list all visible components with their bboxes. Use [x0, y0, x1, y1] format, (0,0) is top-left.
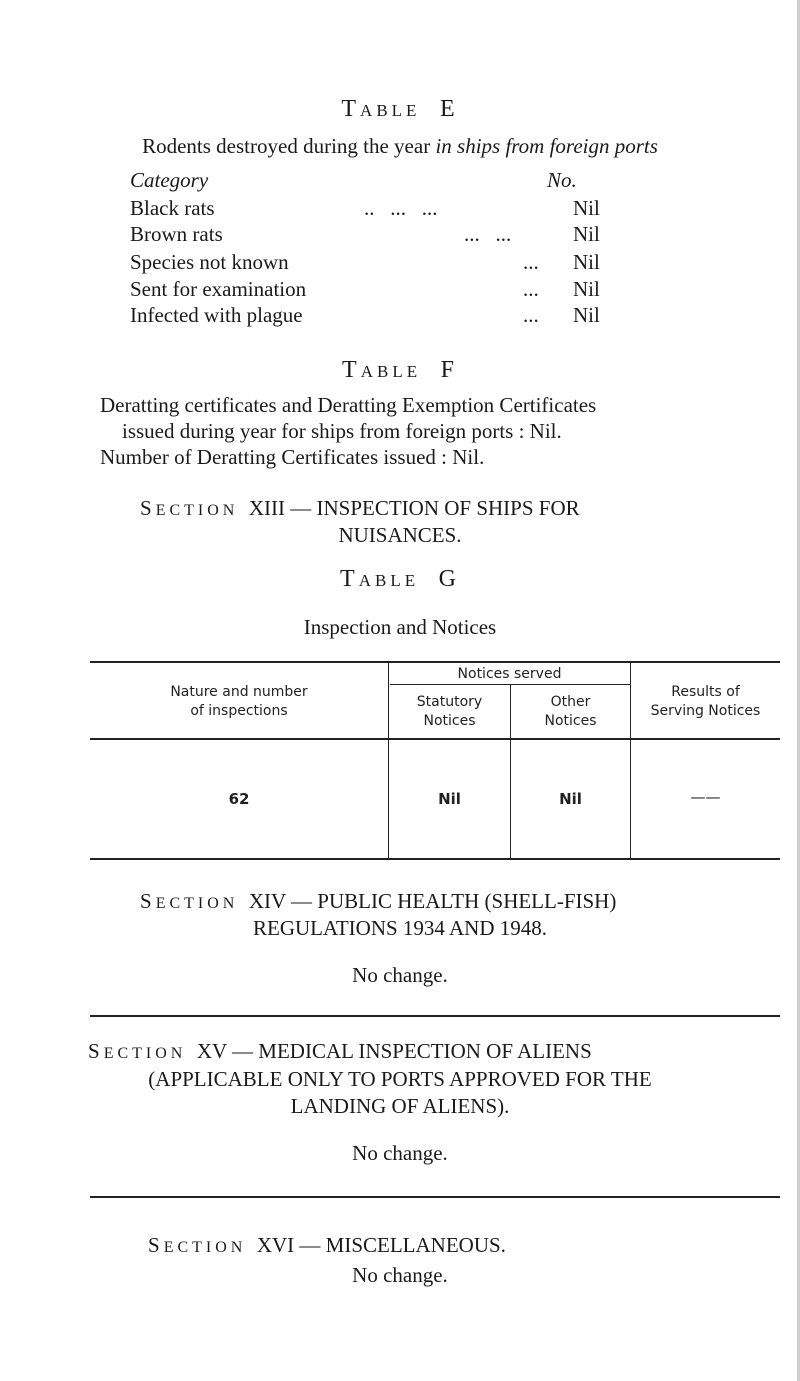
header-line: Other: [550, 694, 591, 710]
section-title: XIV — PUBLIC HEALTH (SHELL-FISH): [248, 889, 617, 913]
section-xiii-heading: [140, 495, 760, 524]
table-cell: Nil: [438, 790, 461, 808]
table-header-cell: [90, 683, 388, 721]
heading-rest: ABLE: [360, 362, 422, 381]
category-label: Species not known: [130, 250, 289, 274]
table-f-line: Deratting certificates and Deratting Exemption Certificates: [100, 393, 597, 417]
heading-initial: T: [342, 357, 361, 383]
section-title: XV — MEDICAL INSPECTION OF ALIENS: [196, 1039, 592, 1063]
heading-rest: ABLE: [358, 571, 420, 590]
header-line: Notices: [423, 713, 476, 729]
section-divider: [90, 1196, 780, 1198]
section-xvi-heading: [148, 1232, 768, 1261]
section-xiv-note: No change.: [352, 963, 448, 987]
notices-served-header: Notices served: [457, 666, 562, 682]
list-item: [130, 277, 630, 303]
heading-letter: E: [439, 96, 459, 122]
leader-dots: ...: [523, 277, 539, 301]
category-label: Black rats: [130, 196, 215, 220]
section-prefix-initial: S: [148, 1233, 164, 1257]
table-e-caption: [0, 133, 800, 159]
section-prefix-rest: ECTION: [163, 1239, 247, 1256]
caption-italic: in ships from foreign ports: [435, 134, 658, 158]
heading-initial: T: [340, 566, 359, 592]
list-item: [130, 250, 630, 276]
section-title: XVI — MISCELLANEOUS.: [256, 1233, 506, 1257]
table-f-heading: [0, 357, 800, 384]
section-title: XIII — INSPECTION OF SHIPS FOR: [248, 496, 580, 520]
table-g-subtitle: Inspection and Notices: [303, 615, 497, 639]
section-xiv-title-line2: REGULATIONS 1934 AND 1948.: [253, 916, 547, 940]
section-prefix-initial: S: [140, 889, 156, 913]
category-label: Infected with plague: [130, 303, 303, 327]
section-xvi-note: No change.: [352, 1263, 448, 1287]
section-prefix-initial: S: [140, 496, 156, 520]
section-prefix-rest: ECTION: [155, 502, 239, 519]
category-header: Category: [130, 168, 209, 192]
section-prefix-initial: S: [88, 1039, 104, 1063]
heading-initial: T: [341, 96, 361, 122]
header-line: Results of: [671, 684, 740, 700]
table-header-cell: [631, 683, 780, 721]
category-label: Sent for examination: [130, 277, 307, 301]
header-line: Statutory: [416, 694, 483, 710]
table-f-line: Number of Deratting Certificates issued : Nil.: [100, 445, 485, 469]
header-line: of inspections: [190, 703, 288, 719]
category-value: Nil: [573, 250, 600, 274]
section-xv-note: No change.: [352, 1141, 448, 1165]
section-divider: [90, 1015, 780, 1017]
table-top-rule: [90, 661, 780, 663]
leader-dots: ...: [523, 250, 539, 274]
category-value: Nil: [573, 196, 600, 220]
heading-rest: ABLE: [360, 101, 421, 120]
caption-plain: Rodents destroyed during the year: [142, 134, 436, 158]
leader-dots: .. ... ...: [364, 196, 438, 220]
number-header: No.: [547, 168, 577, 192]
table-f-line: issued during year for ships from foreign ports : Nil.: [122, 419, 562, 443]
table-header-cell: [389, 693, 510, 731]
table-header-cell: [511, 693, 630, 731]
list-item: [130, 303, 630, 329]
list-item: [130, 196, 630, 222]
section-xiv-heading: [140, 888, 780, 917]
category-value: Nil: [573, 277, 600, 301]
header-line: Serving Notices: [650, 703, 761, 719]
category-value: Nil: [573, 222, 600, 246]
list-item: [130, 222, 630, 248]
category-value: Nil: [573, 303, 600, 327]
table-cell: 62: [228, 790, 250, 808]
heading-letter: G: [438, 566, 460, 592]
leader-dots: ... ...: [464, 222, 512, 246]
table-cell: Nil: [559, 790, 582, 808]
table-e-heading: [0, 96, 800, 123]
section-xv-title-line2: (APPLICABLE ONLY TO PORTS APPROVED FOR THE: [148, 1067, 652, 1091]
header-line: Nature and number: [170, 684, 308, 700]
table-bottom-rule: [90, 858, 780, 860]
leader-dots: ...: [523, 303, 539, 327]
section-xv-heading: [88, 1038, 788, 1067]
table-f-body: [100, 392, 780, 470]
heading-letter: F: [440, 357, 458, 383]
section-xv-title-line3: LANDING OF ALIENS).: [290, 1094, 510, 1118]
section-prefix-rest: ECTION: [103, 1045, 187, 1062]
header-line: Notices: [544, 713, 597, 729]
section-prefix-rest: ECTION: [155, 895, 239, 912]
section-xiii-title-line2: NUISANCES.: [338, 523, 462, 547]
table-cell: ——: [690, 788, 721, 806]
table-g-heading: [0, 566, 800, 593]
category-label: Brown rats: [130, 222, 223, 246]
table-header-rule: [90, 738, 780, 740]
